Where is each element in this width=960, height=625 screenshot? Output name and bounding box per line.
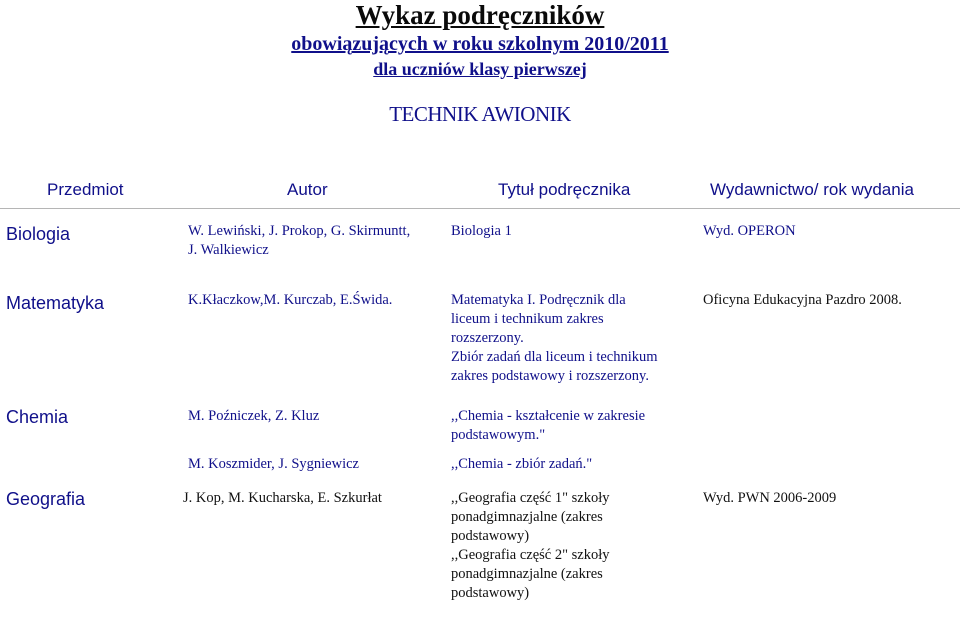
author-cell: M. Poźniczek, Z. Kluz bbox=[188, 408, 320, 424]
subject-cell: Biologia bbox=[6, 224, 71, 244]
column-header-title: Tytuł podręcznika bbox=[498, 180, 631, 199]
publisher-cell: Oficyna Edukacyjna Pazdro 2008. bbox=[703, 292, 902, 308]
column-header-publisher: Wydawnictwo/ rok wydania bbox=[710, 180, 914, 199]
author-cell: K.Kłaczkow,M. Kurczab, E.Świda. bbox=[188, 292, 393, 308]
table-divider bbox=[0, 208, 960, 209]
title-cell: Matematyka I. Podręcznik dla liceum i technikum zakres rozszerzony. Zbiór zadań dla liceum i technikum zakres podstawowy i rozszerzony. bbox=[451, 292, 658, 384]
school-year-subtitle: obowiązujących w roku szkolnym 2010/2011 bbox=[291, 33, 669, 55]
title-cell: Biologia 1 bbox=[451, 223, 512, 239]
author-cell: J. Kop, M. Kucharska, E. Szkurłat bbox=[183, 490, 382, 506]
subject-cell: Matematyka bbox=[6, 293, 105, 313]
class-subtitle: dla uczniów klasy pierwszej bbox=[373, 59, 587, 79]
profession-title: TECHNIK AWIONIK bbox=[389, 102, 571, 126]
publisher-cell: Wyd. PWN 2006-2009 bbox=[703, 490, 837, 506]
title-cell: ,,Chemia - zbiór zadań." bbox=[451, 456, 593, 472]
column-header-author: Autor bbox=[287, 180, 328, 199]
author-cell: W. Lewiński, J. Prokop, G. Skirmuntt, J. Walkiewicz bbox=[188, 223, 411, 258]
title-cell: ,,Chemia - kształcenie w zakresie podstawowym." bbox=[451, 408, 646, 443]
author-cell: M. Koszmider, J. Sygniewicz bbox=[188, 456, 359, 472]
publisher-cell: Wyd. OPERON bbox=[703, 223, 796, 239]
column-header-subject: Przedmiot bbox=[47, 180, 124, 199]
page-title: Wykaz podręczników bbox=[355, 0, 605, 30]
table-header-row bbox=[0, 180, 960, 202]
subject-cell: Geografia bbox=[6, 489, 86, 509]
title-cell: ,,Geografia część 1" szkoły ponadgimnazjalne (zakres podstawowy) ,,Geografia część 2" szkoły ponadgimnazjalne (zakres podstawowy) bbox=[451, 490, 610, 601]
subject-cell: Chemia bbox=[6, 407, 69, 427]
